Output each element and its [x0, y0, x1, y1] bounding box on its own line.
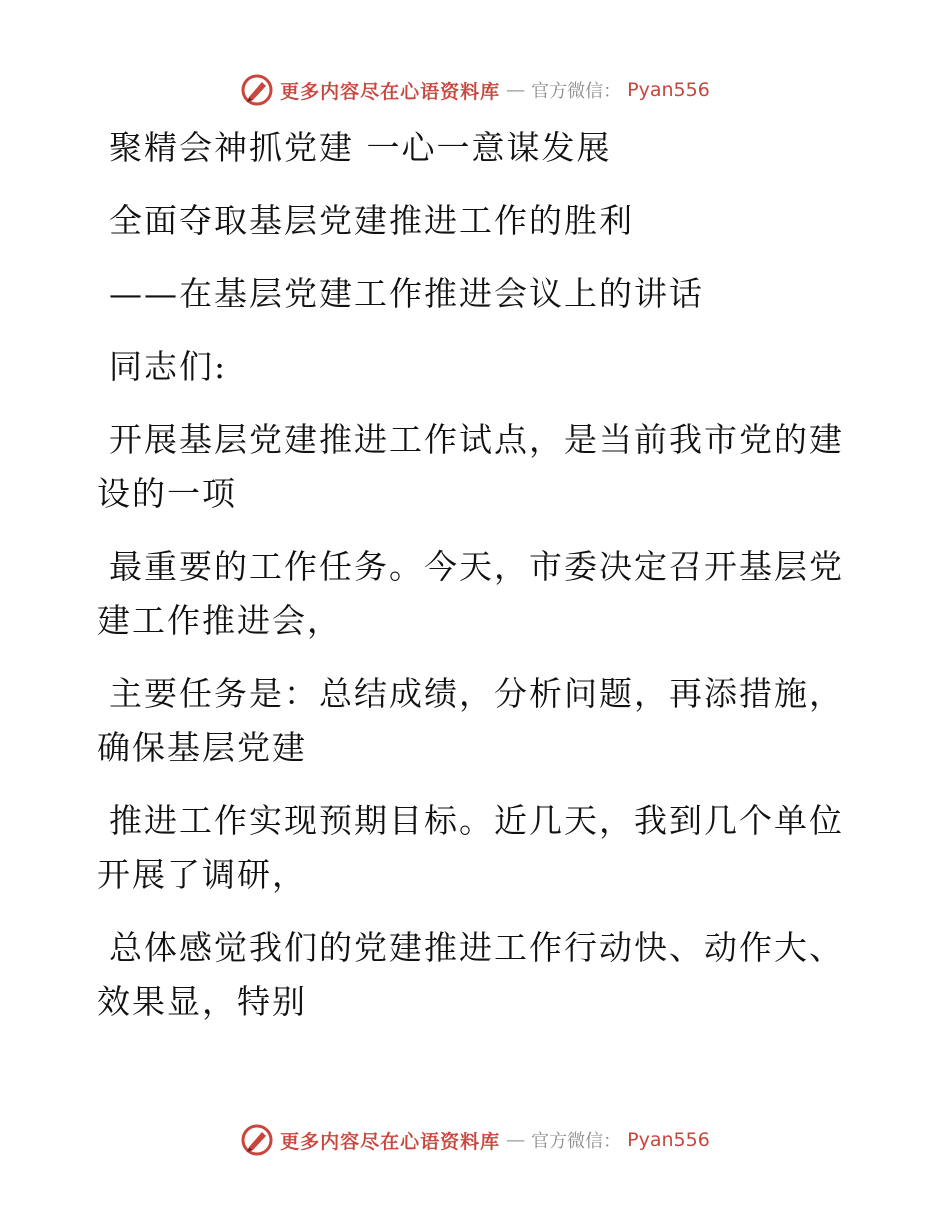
paragraph-2-line-2: 建工作推进会，: [97, 601, 342, 640]
paragraph-1-line-2: 设的一项: [97, 474, 237, 513]
header-banner: [0, 70, 950, 110]
doc-salutation: 同志们:: [109, 347, 228, 386]
paragraph-4-line-1: 推进工作实现预期目标。近几天，我到几个单位: [109, 801, 844, 840]
footer-banner-label: 官方微信：: [531, 1131, 622, 1152]
footer-banner-text: 更多内容尽在心语资料库: [280, 1130, 501, 1153]
footer-banner: [0, 1120, 950, 1160]
paragraph-3-line-1: 主要任务是：总结成绩，分析问题，再添措施，: [109, 674, 844, 713]
banner-wechat-id: Pyan556: [627, 79, 710, 101]
doc-subtitle: ——在基层党建工作推进会议上的讲话: [109, 274, 704, 313]
footer-banner-dash: —: [506, 1129, 526, 1151]
banner-label: 官方微信：: [531, 81, 622, 102]
paragraph-5-line-2: 效果显，特别: [97, 982, 307, 1021]
pen-logo-icon: [240, 1123, 274, 1157]
paragraph-3-line-2: 确保基层党建: [97, 728, 307, 767]
paragraph-2-line-1: 最重要的工作任务。今天，市委决定召开基层党: [109, 547, 844, 586]
footer-banner-wechat-id: Pyan556: [627, 1129, 710, 1151]
document-body: [97, 122, 844, 1026]
banner-dash: —: [506, 79, 526, 101]
doc-title-line-2: 全面夺取基层党建推进工作的胜利: [109, 201, 634, 240]
paragraph-1-line-1: 开展基层党建推进工作试点，是当前我市党的建: [109, 420, 844, 459]
doc-title-line-1: 聚精会神抓党建 一心一意谋发展: [109, 128, 612, 167]
banner-text: 更多内容尽在心语资料库: [280, 80, 501, 103]
paragraph-5-line-1: 总体感觉我们的党建推进工作行动快、动作大、: [109, 928, 844, 967]
paragraph-4-line-2: 开展了调研，: [97, 855, 307, 894]
pen-logo-icon: [240, 73, 274, 107]
